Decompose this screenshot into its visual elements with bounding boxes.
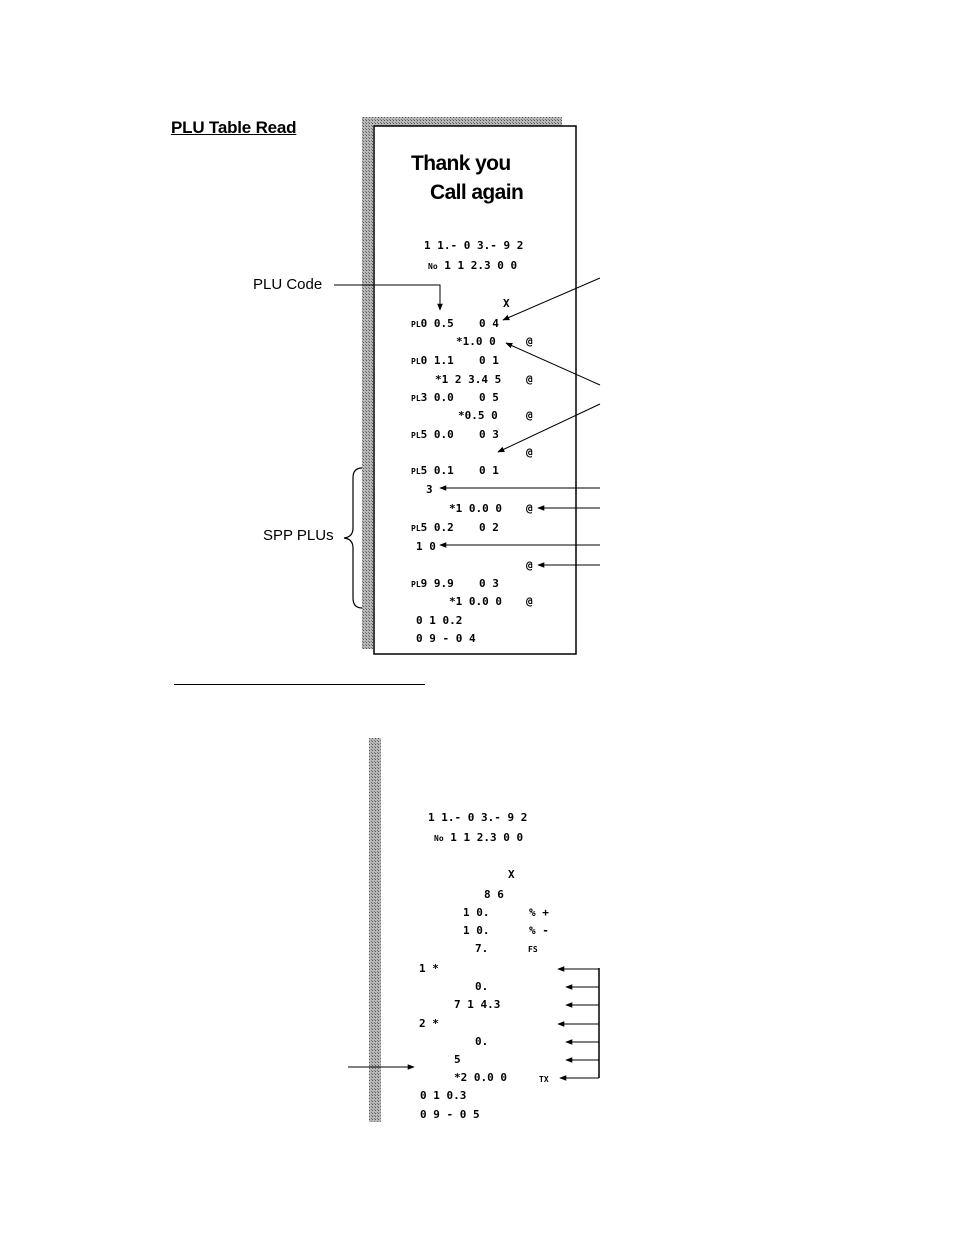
- receipt-2-row-1: 1 0.: [463, 906, 490, 919]
- spp-plus-label: SPP PLUs: [263, 527, 334, 544]
- receipt-2-row-3: 7.: [475, 942, 489, 955]
- receipt-2-row-7: 2 *: [419, 1017, 439, 1030]
- section-title: PLU Table Read: [171, 118, 297, 137]
- receipt-1-row-11: PL5 0.2: [411, 521, 454, 534]
- receipt-1-row-7: @: [526, 446, 533, 459]
- arrow-price: [506, 343, 600, 385]
- receipt-1-message-1: Thank you: [411, 152, 511, 175]
- receipt-1-row-13: @: [526, 559, 533, 572]
- receipt-1-number: No 1 1 2.3 0 0: [428, 259, 518, 272]
- receipt-1-row-14: PL9 9.9: [411, 577, 454, 590]
- plu-code-arrow: [334, 285, 440, 310]
- receipt-2-date: 1 1.- 0 3.- 9 2: [428, 811, 528, 824]
- arrow-blank: [498, 404, 600, 452]
- plu-code-label: PLU Code: [253, 276, 323, 293]
- receipt-2-row-0: 8 6: [484, 888, 504, 901]
- receipt-1-x-mark: X: [503, 297, 510, 310]
- spp-brace: [344, 468, 362, 608]
- arrow-qty: [503, 278, 600, 320]
- receipt-1-footer-2: 0 9 - 0 4: [416, 632, 476, 645]
- receipt-2-row-10: *2 0.0 0: [454, 1071, 507, 1084]
- receipt-2-row-6: 7 1 4.3: [454, 998, 501, 1011]
- receipt-1-footer-1: 0 1 0.2: [416, 614, 463, 627]
- receipt-1-row-1: *1.0 0: [456, 335, 496, 348]
- receipt-1-row-3: *1 2 3.4 5: [435, 373, 502, 386]
- receipt-2-x-mark: X: [508, 868, 515, 881]
- receipt-2-footer-1: 0 1 0.3: [420, 1089, 467, 1102]
- receipt-1-row-12: 1 0: [416, 540, 436, 553]
- receipt-1-row-10: *1 0.0 0: [449, 502, 502, 515]
- receipt-1-row-2: PL0 1.1: [411, 354, 454, 367]
- receipt-1-date: 1 1.- 0 3.- 9 2: [424, 239, 524, 252]
- receipt-2-row-8: 0.: [475, 1035, 489, 1048]
- separator-line: [174, 684, 425, 685]
- receipt-2-number: No 1 1 2.3 0 0: [434, 831, 524, 844]
- receipt-1-row-15: *1 0.0 0: [449, 595, 502, 608]
- receipt-2-row-5: 0.: [475, 980, 489, 993]
- receipt-1-row-8: PL5 0.1: [411, 464, 454, 477]
- receipt-1-row-9: 3: [426, 483, 433, 496]
- receipt-1-row-0: PL0 0.5: [411, 317, 454, 330]
- receipt-1-row-5: *0.5 0: [458, 409, 498, 422]
- receipt-1-row-4: PL3 0.0: [411, 391, 454, 404]
- receipt-2-shadow: [369, 738, 381, 1122]
- receipt-1-row-6: PL5 0.0: [411, 428, 454, 441]
- receipt-1-message-2: Call again: [430, 181, 524, 204]
- receipt-2-footer-2: 0 9 - 0 5: [420, 1108, 480, 1121]
- receipt-2-row-4: 1 *: [419, 962, 439, 975]
- receipt-2-row-9: 5: [454, 1053, 461, 1066]
- receipt-2-row-2: 1 0.: [463, 924, 490, 937]
